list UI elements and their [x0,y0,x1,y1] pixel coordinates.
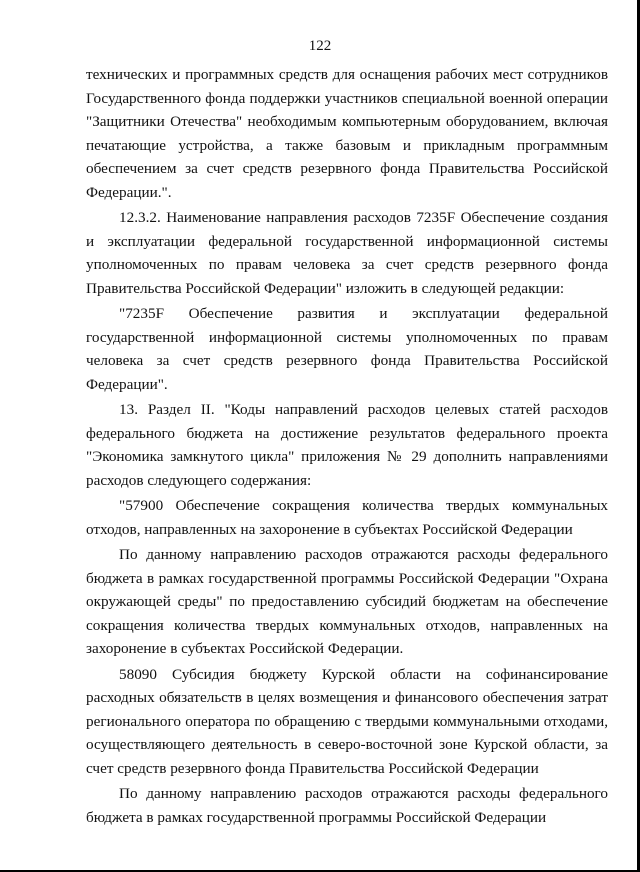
paragraph-1: технических и программных средств для оснащения рабочих мест сотрудников Государственного фонда поддержки участников специальной военной операции "Защитники Отечества" необходимым компьютерным оборудованием, включая печатающие устройства, а также базовым и прикладным программным обеспечением за счет средств резервного фонда Правительства Российской Федерации.". [86,66,608,201]
paragraph-6: По данному направлению расходов отражаются расходы федерального бюджета в рамках государственной программы Российской Федерации "Охрана окружающей среды" по предоставлению субсидий бюджетам на обеспечение сокращения количества твердых коммунальных отходов, направленных на захоронение в субъектах Российской Федерации. [86,546,608,657]
paragraph-8: По данному направлению расходов отражаются расходы федерального бюджета в рамках государственной программы Российской Федерации [86,785,608,826]
paragraph-7: 58090 Субсидия бюджету Курской области на софинансирование расходных обязательств в целях возмещения и финансового обеспечения затрат регионального оператора по обращению с твердыми коммунальными отходами, осуществляющего деятельность в северо-восточной зоне Курской области, за счет средств резервного фонда Правительства Российской Федерации [86,665,608,777]
page-number: 122 [308,38,332,54]
paragraph-5: "57900 Обеспечение сокращения количества твердых коммунальных отходов, направленных на захоронение в субъектах Российской Федерации [86,497,608,538]
paragraph-2: 12.3.2. Наименование направления расходов 7235F Обеспечение создания и эксплуатации федеральной государственной информационной системы уполномоченных по правам человека за счет средств резервного фонда Правительства Российской Федерации" изложить в следующей редакции: [86,209,608,297]
paragraph-3: "7235F Обеспечение развития и эксплуатации федеральной государственной информационной системы уполномоченных по правам человека за счет средств резервного фонда Правительства Российской Федерации". [86,305,608,393]
document-body [86,63,608,830]
paragraph-4: 13. Раздел II. "Коды направлений расходов целевых статей расходов федерального бюджета на достижение результатов федерального проекта "Экономика замкнутого цикла" приложения № 29 дополнить направлениями расходов следующего содержания: [86,401,608,489]
